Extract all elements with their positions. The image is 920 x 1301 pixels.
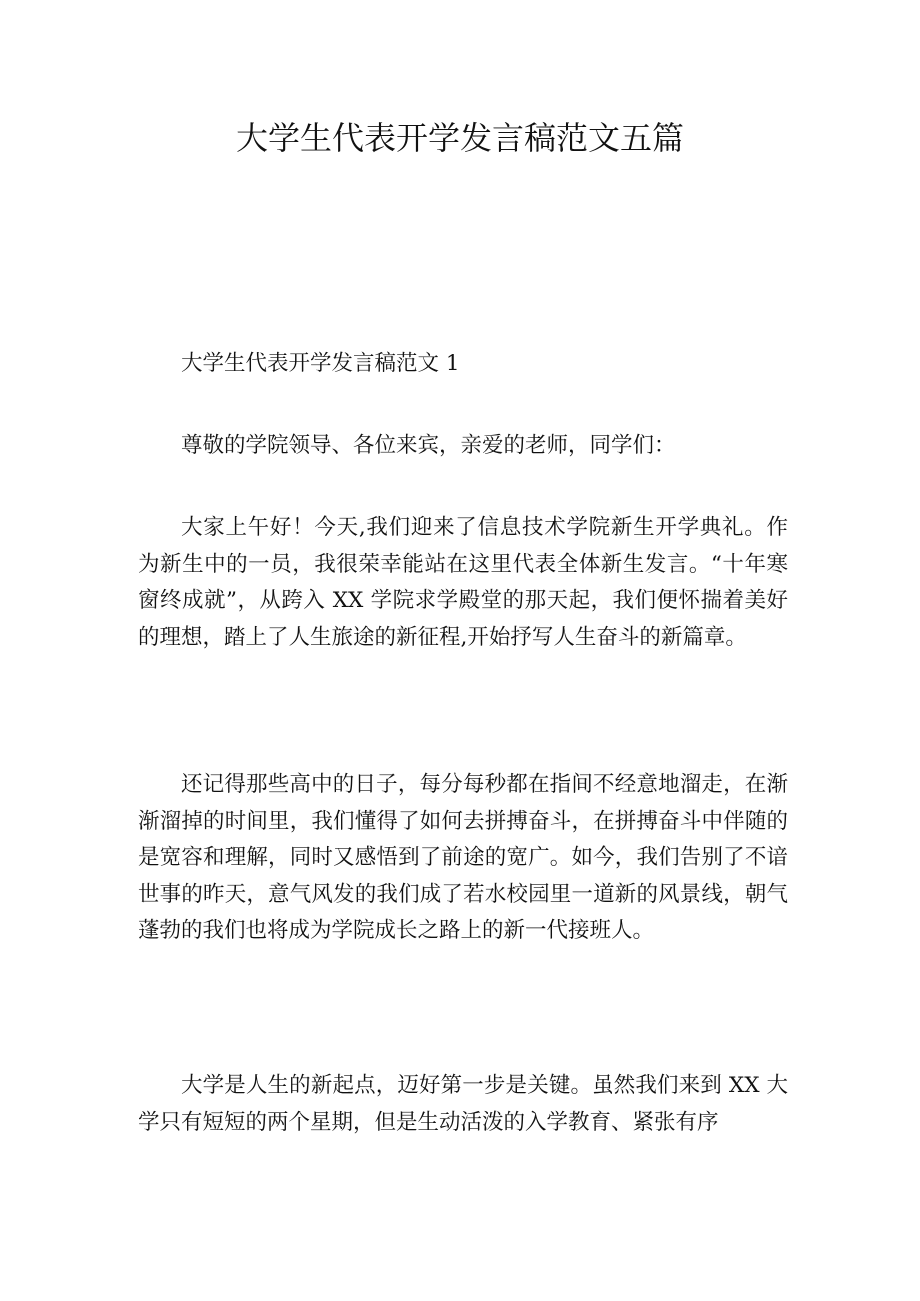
- paragraph-2: 还记得那些高中的日子，每分每秒都在指间不经意地溜走，在渐渐溜掉的时间里，我们懂得了如何去拼搏奋斗，在拼搏奋斗中伴随的是宽容和理解，同时又感悟到了前途的宽广。如今，我们告别了不谙世事的昨天，意气风发的我们成了若水校园里一道新的风景线，朝气蓬勃的我们也将成为学院成长之路上的新一代接班人。: [138, 772, 788, 943]
- document-title: 大学生代表开学发言稿范文五篇: [235, 119, 684, 157]
- paragraph-1: 大家上午好！今天,我们迎来了信息技术学院新生开学典礼。作为新生中的一员，我很荣幸能站在这里代表全体新生发言。“十年寒窗终成就”，从跨入 XX 学院求学殿堂的那天起，我们便怀揣着美好的理想，踏上了人生旅途的新征程,开始抒写人生奋斗的新篇章。: [138, 515, 788, 650]
- section-heading: 大学生代表开学发言稿范文 1: [181, 351, 460, 376]
- salutation: 尊敬的学院领导、各位来宾，亲爱的老师，同学们：: [181, 433, 676, 458]
- paragraph-3: 大学是人生的新起点，迈好第一步是关键。虽然我们来到 XX 大学只有短短的两个星期，但是生动活泼的入学教育、紧张有序: [138, 1073, 788, 1135]
